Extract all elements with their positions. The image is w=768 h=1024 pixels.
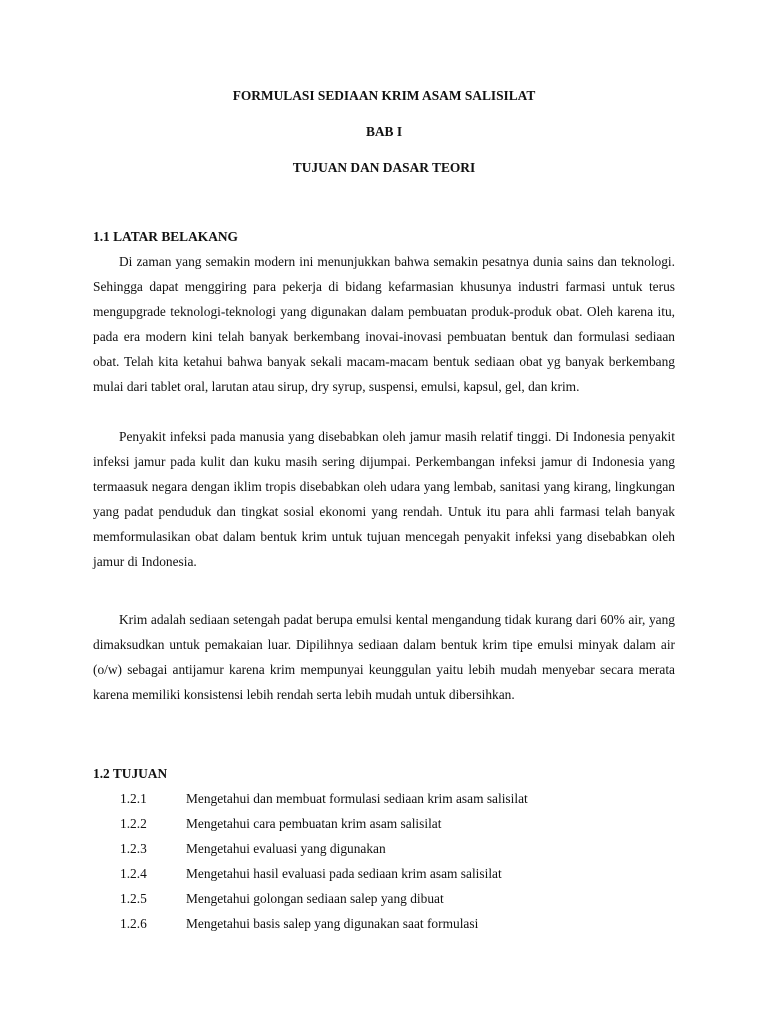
section-heading-latar-belakang: 1.1 LATAR BELAKANG <box>93 229 238 244</box>
paragraph-3: Krim adalah sediaan setengah padat berupa emulsi kental mengandung tidak kurang dari 60% air, yang dimaksudkan untuk pemakaian luar. Dipilihnya sediaan dalam bentuk krim tipe emulsi minyak dalam air (o/w) sebagai antijamur karena krim mempunyai keunggulan yaitu lebih mudah menyebar secara merata karena memiliki konsistensi lebih rendah serta lebih mudah untuk dibersihkan. <box>93 612 675 702</box>
objective-item <box>93 886 675 911</box>
objective-item <box>93 811 675 836</box>
objective-text: Mengetahui dan membuat formulasi sediaan krim asam salisilat <box>186 791 528 806</box>
objective-text: Mengetahui basis salep yang digunakan saat formulasi <box>186 916 479 931</box>
objective-number: 1.2.3 <box>120 841 147 856</box>
chapter-title: TUJUAN DAN DASAR TEORI <box>292 160 476 175</box>
objective-text: Mengetahui cara pembuatan krim asam salisilat <box>186 816 442 831</box>
objective-text: Mengetahui hasil evaluasi pada sediaan krim asam salisilat <box>186 866 502 881</box>
objective-number: 1.2.6 <box>120 916 147 931</box>
objective-number: 1.2.1 <box>120 791 147 806</box>
objective-number: 1.2.5 <box>120 891 147 906</box>
objective-item <box>93 786 675 811</box>
objective-item <box>93 836 675 861</box>
objective-number: 1.2.4 <box>120 866 147 881</box>
chapter-label: BAB I <box>365 124 403 139</box>
objective-item <box>93 911 675 936</box>
objective-item <box>93 861 675 886</box>
paragraph-2: Penyakit infeksi pada manusia yang disebabkan oleh jamur masih relatif tinggi. Di Indonesia penyakit infeksi jamur pada kulit dan kuku masih sering dijumpai. Perkembangan infeksi jamur di Indonesia yang termaasuk negara dengan iklim tropis disebabkan oleh udara yang lembab, sanitasi yang kirang, lingkungan yang padat penduduk dan tingkat sosial ekonomi yang rendah. Untuk itu para ahli farmasi telah banyak memformulasikan obat dalam bentuk krim untuk tujuan mencegah penyakit infeksi yang disebabkan oleh jamur di Indonesia. <box>93 429 675 569</box>
objective-number: 1.2.2 <box>120 816 147 831</box>
objective-text: Mengetahui golongan sediaan salep yang dibuat <box>186 891 444 906</box>
document-title: FORMULASI SEDIAAN KRIM ASAM SALISILAT <box>232 88 536 103</box>
paragraph-1: Di zaman yang semakin modern ini menunjukkan bahwa semakin pesatnya dunia sains dan teknologi. Sehingga dapat menggiring para pekerja di bidang kefarmasian khusunya industri farmasi untuk terus mengupgrade teknologi-teknologi yang digunakan dalam pembuatan produk-produk obat. Oleh karena itu, pada era modern kini telah banyak berkembang inovai-inovasi pembuatan bentuk dan formulasi sediaan obat. Telah kita ketahui bahwa banyak sekali macam-macam bentuk sediaan obat yg banyak berkembang mulai dari tablet oral, larutan atau sirup, dry syrup, suspensi, emulsi, kapsul, gel, dan krim. <box>93 254 675 394</box>
section-heading-tujuan: 1.2 TUJUAN <box>93 766 168 781</box>
objective-text: Mengetahui evaluasi yang digunakan <box>186 841 386 856</box>
